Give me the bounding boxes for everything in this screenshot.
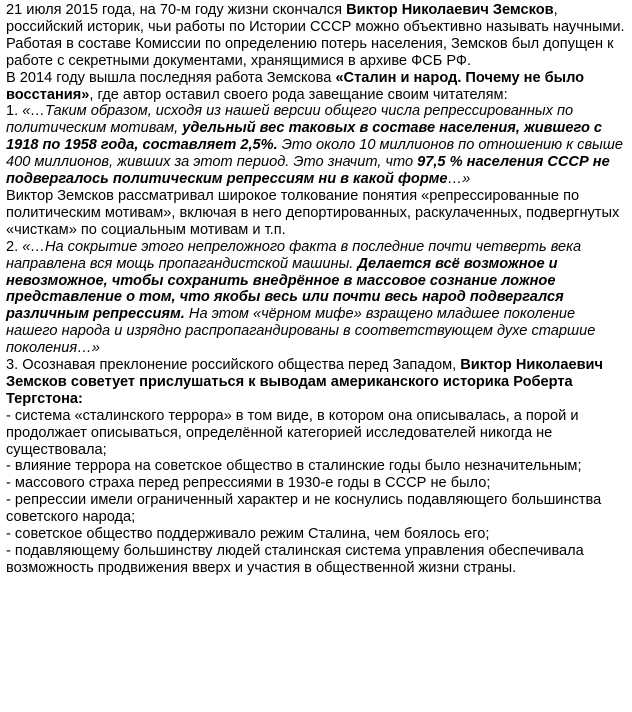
list-item: - советское общество поддерживало режим Сталина, чем боялось его; [6, 526, 490, 543]
paragraph-commission: Работая в составе Комиссии по определению потерь населения, Земсков был допущен к работе с секретными документами, хранящимися в архиве ФСБ РФ. [6, 35, 614, 69]
list-item: - массового страха перед репрессиями в 1930-е годы в СССР не было; [6, 475, 491, 492]
list-item: - система «сталинского террора» в том виде, в котором она описывалась, а порой и продолжает описываться, определённой категорией исследователей никогда не существовала; [6, 407, 579, 458]
list-item: - влияние террора на советское общество в сталинские годы было незначительным; [6, 458, 582, 475]
quote-2: 2. «…На сокрытие этого непреложного факта в последние почти четверть века направлена вся мощь пропагандистской машины. Делается всё возможное и невозможное, чтобы сохранить внедрённое в массовое сознание ложное представление о том, что якобы весь или почти весь народ подвергался различным репрессиям. На этом «чёрном мифе» взращено младшее поколение нашего народа и изрядно распропагандированы в соответствующем духе старшие поколения…» [6, 238, 596, 357]
paragraph-interpretation: Виктор Земсков рассматривал широкое толкование понятия «репрессированные по политическим мотивам», включая в него депортированных, раскулаченных, подвергнутых «чисткам» по социальным мотивам и т.п. [6, 187, 620, 238]
list-item: - репрессии имели ограниченный характер и не коснулись подавляющего большинства советского народа; [6, 492, 602, 526]
book-title: «Сталин и народ. Почему не было восстания» [6, 69, 585, 103]
paragraph-last-work: В 2014 году вышла последняя работа Земскова «Сталин и народ. Почему не было восстания», где автор оставил своего рода завещание своим читателям: [6, 69, 585, 103]
quote-1: 1. «…Таким образом, исходя из нашей версии общего числа репрессированных по политическим мотивам, удельный вес таковых в составе населения, жившего с 1918 по 1958 года, составляет 2,5%. Это около 10 миллионов по отношению к свыше 400 миллионов, живших за этот период. Это значит, что 97,5 % населения СССР не подвергалось политическим репрессиям ни в какой форме…» [6, 103, 624, 188]
author-name: Виктор Николаевич Земсков [346, 2, 554, 18]
paragraph-obituary: 21 июля 2015 года, на 70-м году жизни скончался Виктор Николаевич Земсков, российский историк, чьи работы по Истории СССР можно объективно называть научными. [6, 2, 625, 35]
list-item: - подавляющему большинству людей сталинская система управления обеспечивала возможность продвижения вверх и участия в общественной жизни страны. [6, 543, 584, 576]
paragraph-thurston: 3. Осознавая преклонение российского общества перед Западом, Виктор Николаевич Земсков советует прислушаться к выводам американского историка Роберта Тергстона: [6, 357, 603, 407]
